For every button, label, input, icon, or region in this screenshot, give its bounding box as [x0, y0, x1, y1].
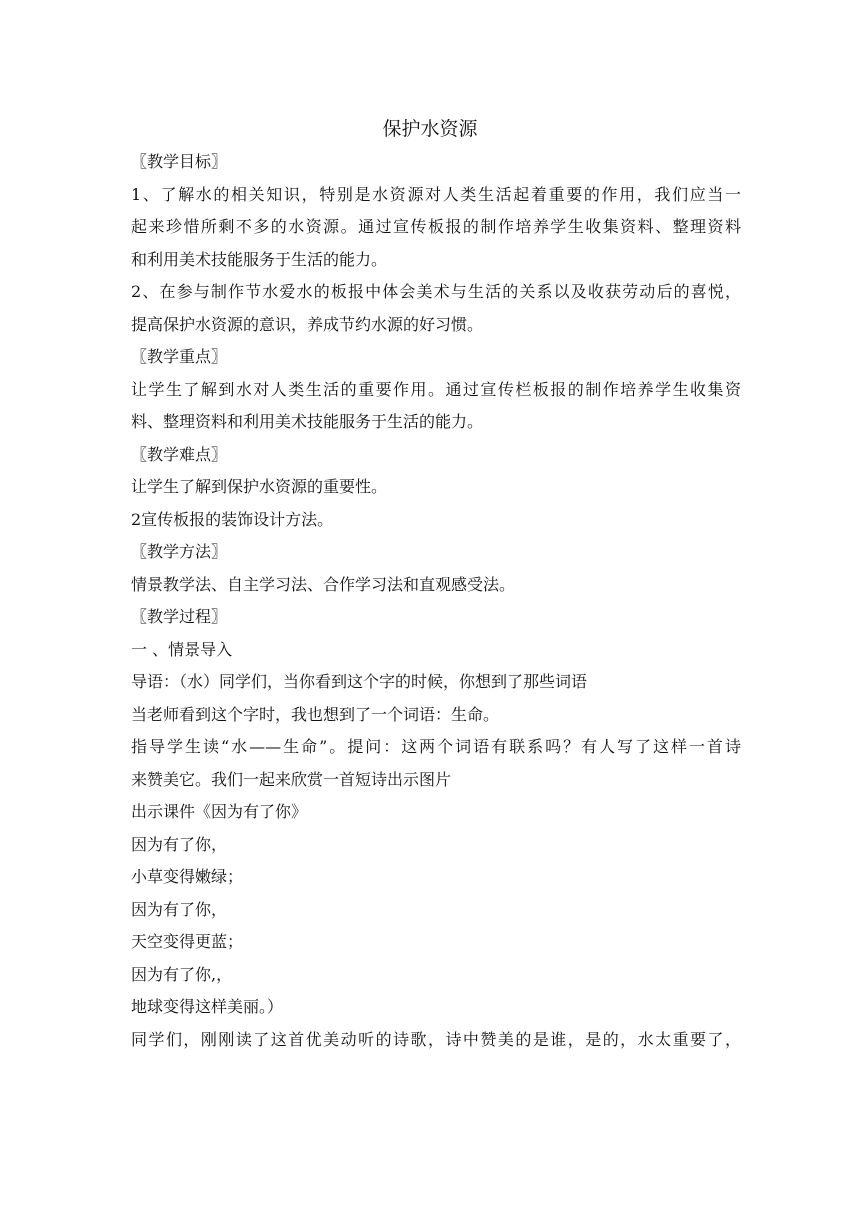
poem-line: 因为有了你， [131, 899, 228, 919]
paragraph-line: 来赞美它。我们一起来欣赏一首短诗出示图片 [131, 769, 452, 789]
poem-line: 因为有了你， [131, 834, 228, 854]
section-heading-difficulties: 〖教学难点〗 [131, 444, 228, 464]
paragraph-line: 1、了解水的相关知识，特别是水资源对人类生活起着重要的作用，我们应当一 [131, 184, 741, 204]
poem-line: 小草变得嫩绿； [131, 867, 244, 886]
paragraph-line: 同学们，刚刚读了这首优美动听的诗歌，诗中赞美的是谁，是的，水太重要了， [131, 1029, 741, 1049]
document-title: 保护水资源 [382, 118, 478, 140]
poem-line: 天空变得更蓝； [131, 932, 244, 951]
section-heading-objectives: 〖教学目标〗 [131, 152, 228, 171]
subsection-heading: 一 、情景导入 [131, 639, 233, 659]
poem-line: 因为有了你,， [131, 964, 233, 984]
paragraph-line: 让学生了解到保护水资源的重要性。 [131, 477, 388, 496]
paragraph-line: 料、整理资料和利用美术技能服务于生活的能力。 [131, 412, 484, 431]
paragraph-line: 指导学生读“水——生命”。提问：这两个词语有联系吗？有人写了这样一首诗 [131, 737, 741, 756]
poem-line: 地球变得这样美丽。） [131, 997, 284, 1016]
section-heading-methods: 〖教学方法〗 [131, 542, 228, 561]
paragraph-line: 让学生了解到水对人类生活的重要作用。通过宣传栏板报的制作培养学生收集资 [131, 379, 741, 399]
section-heading-process: 〖教学过程〗 [131, 607, 228, 626]
paragraph-line: 导语：（水）同学们，当你看到这个字的时候，你想到了那些词语 [131, 672, 588, 691]
paragraph-line: 提高保护水资源的意识，养成节约水源的好习惯。 [131, 314, 484, 334]
paragraph-line: 2宣传板报的装饰设计方法。 [131, 509, 334, 529]
paragraph-line: 起来珍惜所剩不多的水资源。通过宣传板报的制作培养学生收集资料、整理资料 [131, 217, 741, 236]
paragraph-line: 出示课件《因为有了你》 [131, 802, 308, 821]
section-heading-key-points: 〖教学重点〗 [131, 347, 228, 366]
paragraph-line: 2、在参与制作节水爱水的板报中体会美术与生活的关系以及收获劳动后的喜悦， [131, 282, 741, 301]
document-body [131, 146, 741, 1056]
paragraph-line: 和利用美术技能服务于生活的能力。 [131, 249, 388, 269]
paragraph-line: 当老师看到这个字时，我也想到了一个词语：生命。 [131, 704, 500, 724]
paragraph-line: 情景教学法、自主学习法、合作学习法和直观感受法。 [131, 574, 516, 594]
